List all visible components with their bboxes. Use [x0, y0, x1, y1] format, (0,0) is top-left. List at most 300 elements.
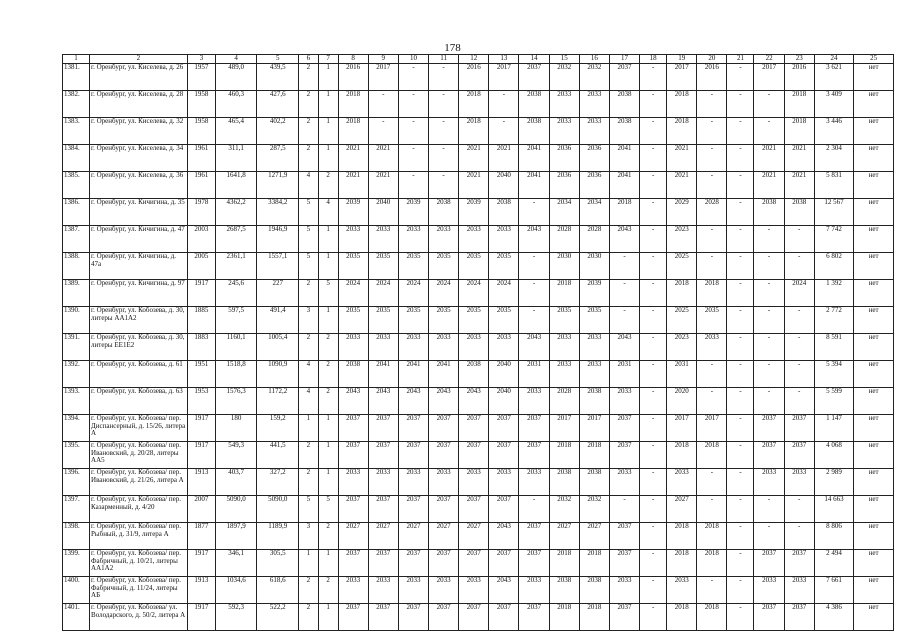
table-cell: 2018	[549, 550, 579, 577]
table-cell: 2037	[398, 442, 428, 469]
table-cell: 2043	[489, 577, 519, 604]
table-cell: 2021	[754, 172, 784, 199]
address-cell: г. Оренбург, ул. Кичигина, д. 35	[90, 199, 188, 226]
table-cell: 2018	[667, 523, 697, 550]
table-cell: нет	[854, 496, 894, 523]
column-header: 12	[459, 55, 489, 64]
table-cell: 2033	[549, 334, 579, 361]
table-cell: 2021	[667, 172, 697, 199]
table-cell: 5090,0	[257, 496, 299, 523]
row-number-cell: 1393.	[63, 388, 90, 415]
address-cell: г. Оренбург, ул. Кичигина, д. 47а	[90, 253, 188, 280]
table-cell: -	[754, 523, 784, 550]
table-cell: 2037	[754, 550, 784, 577]
table-cell: 2043	[338, 388, 368, 415]
table-cell: -	[697, 118, 727, 145]
table-cell: 2037	[398, 550, 428, 577]
table-row	[63, 64, 894, 91]
table-cell: 2038	[549, 469, 579, 496]
table-cell: 2033	[459, 226, 489, 253]
table-cell: 7 742	[814, 226, 854, 253]
table-cell: -	[697, 253, 727, 280]
table-cell: 2039	[398, 199, 428, 226]
table-cell: 287,5	[257, 145, 299, 172]
table-cell: 2041	[519, 172, 549, 199]
table-cell: 2027	[579, 523, 609, 550]
table-cell: -	[754, 226, 784, 253]
table-cell: 2037	[398, 604, 428, 631]
table-cell: 1271,9	[257, 172, 299, 199]
table-row	[63, 523, 894, 550]
table-cell: 2 304	[814, 145, 854, 172]
row-number-cell: 1394.	[63, 415, 90, 442]
table-cell: -	[784, 253, 814, 280]
table-cell: 3	[299, 523, 319, 550]
table-cell: 1	[299, 550, 319, 577]
table-cell: нет	[854, 442, 894, 469]
table-cell: 2034	[579, 199, 609, 226]
table-cell: 489,0	[215, 64, 257, 91]
table-cell: 2035	[697, 307, 727, 334]
table-cell: 2024	[429, 280, 459, 307]
table-cell: 2037	[609, 604, 639, 631]
table-cell: 1641,8	[215, 172, 257, 199]
table-cell: 2027	[398, 523, 428, 550]
table-cell: 1961	[187, 172, 215, 199]
table-cell: -	[429, 64, 459, 91]
table-cell: 2040	[489, 172, 519, 199]
table-cell: 2035	[368, 253, 398, 280]
table-cell: -	[784, 307, 814, 334]
table-cell: 1917	[187, 280, 215, 307]
table-cell: 2033	[398, 469, 428, 496]
table-cell: -	[640, 145, 667, 172]
table-cell: 1	[318, 442, 338, 469]
table-cell: -	[784, 523, 814, 550]
table-cell: 2033	[579, 118, 609, 145]
table-cell: 2037	[429, 496, 459, 523]
table-cell: 2033	[667, 469, 697, 496]
table-cell: 4	[299, 172, 319, 199]
address-cell: г. Оренбург, ул. Кобозева/ пер. Фабричный, д. 11/24, литеры АБ	[90, 577, 188, 604]
table-cell: 2	[299, 442, 319, 469]
address-cell: г. Оренбург, ул. Киселева, д. 26	[90, 64, 188, 91]
row-number-cell: 1396.	[63, 469, 90, 496]
table-cell: 2037	[338, 442, 368, 469]
table-cell: 2005	[187, 253, 215, 280]
table-cell: 2037	[519, 415, 549, 442]
table-cell: 491,4	[257, 307, 299, 334]
table-cell: 1917	[187, 442, 215, 469]
table-cell: 2018	[697, 604, 727, 631]
table-cell: -	[727, 388, 754, 415]
table-cell: -	[697, 577, 727, 604]
table-cell: 2033	[549, 91, 579, 118]
table-cell: -	[754, 334, 784, 361]
table-cell: 2018	[459, 118, 489, 145]
table-cell: 2018	[667, 91, 697, 118]
table-cell: 2018	[667, 118, 697, 145]
column-header: 7	[318, 55, 338, 64]
column-header: 5	[257, 55, 299, 64]
table-row	[63, 280, 894, 307]
table-cell: нет	[854, 415, 894, 442]
table-cell: 3 621	[814, 64, 854, 91]
table-cell: 2018	[667, 442, 697, 469]
table-cell: 2033	[784, 469, 814, 496]
table-cell: 2017	[579, 415, 609, 442]
table-cell: 2034	[549, 199, 579, 226]
table-cell: 2	[318, 361, 338, 388]
table-cell: 2037	[429, 604, 459, 631]
table-cell: 2038	[609, 118, 639, 145]
address-cell: г. Оренбург, ул. Кобозева, д. 30, литеры ЕЕ1Е2	[90, 334, 188, 361]
table-cell: 2033	[398, 577, 428, 604]
table-cell: 2039	[459, 199, 489, 226]
table-cell: -	[640, 253, 667, 280]
table-cell: 2041	[519, 145, 549, 172]
table-cell: -	[398, 64, 428, 91]
table-cell: -	[727, 469, 754, 496]
table-cell: 2037	[489, 442, 519, 469]
table-cell: 2038	[338, 361, 368, 388]
table-cell: 2 772	[814, 307, 854, 334]
table-cell: 2031	[667, 361, 697, 388]
table-cell: 5 394	[814, 361, 854, 388]
table-cell: 2018	[667, 604, 697, 631]
table-cell: 2023	[667, 334, 697, 361]
table-cell: нет	[854, 118, 894, 145]
table-cell: 597,5	[215, 307, 257, 334]
address-cell: г. Оренбург, ул. Кобозева/ пер. Ивановский, д. 21/26, литера А	[90, 469, 188, 496]
table-cell: 2037	[459, 415, 489, 442]
table-cell: 1	[318, 253, 338, 280]
table-cell: 2037	[489, 604, 519, 631]
table-row	[63, 361, 894, 388]
table-cell: 2016	[338, 64, 368, 91]
table-row	[63, 199, 894, 226]
table-cell: 2024	[338, 280, 368, 307]
table-cell: 2007	[187, 496, 215, 523]
table-cell: 3384,2	[257, 199, 299, 226]
table-cell: 460,3	[215, 91, 257, 118]
table-cell: -	[640, 91, 667, 118]
table-cell: 2037	[429, 550, 459, 577]
table-cell: 1897,9	[215, 523, 257, 550]
table-cell: 2033	[609, 577, 639, 604]
table-cell: 2037	[609, 442, 639, 469]
column-header: 15	[549, 55, 579, 64]
table-cell: 1557,1	[257, 253, 299, 280]
table-cell: 2037	[398, 415, 428, 442]
table-cell: 12 567	[814, 199, 854, 226]
table-cell: -	[784, 388, 814, 415]
table-cell: 2033	[368, 577, 398, 604]
table-cell: нет	[854, 334, 894, 361]
table-cell: 2018	[667, 550, 697, 577]
table-cell: -	[640, 280, 667, 307]
address-cell: г. Оренбург, ул. Кобозева, д. 30, литеры АА1А2	[90, 307, 188, 334]
table-cell: 2033	[784, 577, 814, 604]
table-cell: 2030	[549, 253, 579, 280]
column-header: 19	[667, 55, 697, 64]
table-cell: нет	[854, 604, 894, 631]
table-row	[63, 388, 894, 415]
table-cell: 439,5	[257, 64, 299, 91]
table-cell: 2035	[459, 253, 489, 280]
table-cell: 2021	[667, 145, 697, 172]
table-row	[63, 577, 894, 604]
table-cell: 2038	[459, 361, 489, 388]
table-cell: 2041	[609, 172, 639, 199]
table-cell: 2028	[549, 226, 579, 253]
table-cell: 2018	[579, 442, 609, 469]
row-number-cell: 1395.	[63, 442, 90, 469]
table-cell: 2038	[549, 577, 579, 604]
table-cell: нет	[854, 307, 894, 334]
table-cell: -	[697, 145, 727, 172]
table-cell: 2028	[697, 199, 727, 226]
table-cell: 2037	[754, 604, 784, 631]
table-cell: 2037	[368, 442, 398, 469]
table-cell: 2037	[519, 523, 549, 550]
table-cell: 2031	[609, 361, 639, 388]
table-cell: 2038	[754, 199, 784, 226]
table-cell: 311,1	[215, 145, 257, 172]
table-cell: 1189,9	[257, 523, 299, 550]
table-cell: 2017	[667, 64, 697, 91]
table-cell: 1	[318, 118, 338, 145]
table-cell: 2	[299, 118, 319, 145]
table-cell: 5090,0	[215, 496, 257, 523]
table-cell: -	[609, 496, 639, 523]
table-cell: 2038	[579, 577, 609, 604]
table-cell: 2037	[459, 442, 489, 469]
table-cell: -	[727, 523, 754, 550]
table-row	[63, 496, 894, 523]
table-cell: 2021	[784, 172, 814, 199]
table-cell: 2037	[784, 550, 814, 577]
address-cell: г. Оренбург, ул. Киселева, д. 34	[90, 145, 188, 172]
column-header: 22	[754, 55, 784, 64]
table-cell: 2033	[754, 577, 784, 604]
table-cell: 245,6	[215, 280, 257, 307]
table-cell: -	[727, 91, 754, 118]
column-header: 4	[215, 55, 257, 64]
table-cell: 2033	[579, 361, 609, 388]
table-cell: 2021	[338, 145, 368, 172]
address-cell: г. Оренбург, ул. Киселева, д. 36	[90, 172, 188, 199]
table-cell: -	[429, 145, 459, 172]
table-cell: 2018	[579, 604, 609, 631]
table-cell: 2687,5	[215, 226, 257, 253]
column-header: 13	[489, 55, 519, 64]
table-cell: 2041	[398, 361, 428, 388]
row-number-cell: 1382.	[63, 91, 90, 118]
address-cell: г. Оренбург, ул. Кобозева/ ул. Володарского, д. 50/2, литера А	[90, 604, 188, 631]
table-cell: 2024	[784, 280, 814, 307]
table-cell: 2033	[398, 226, 428, 253]
table-cell: 403,7	[215, 469, 257, 496]
table-cell: 522,2	[257, 604, 299, 631]
table-cell: нет	[854, 91, 894, 118]
table-cell: -	[754, 307, 784, 334]
table-cell: -	[727, 145, 754, 172]
table-cell: 2041	[368, 361, 398, 388]
table-cell: 2018	[338, 118, 368, 145]
table-cell: 180	[215, 415, 257, 442]
table-cell: 2035	[489, 253, 519, 280]
table-cell: нет	[854, 253, 894, 280]
table-cell: -	[727, 334, 754, 361]
table-cell: 465,4	[215, 118, 257, 145]
table-cell: -	[727, 199, 754, 226]
table-cell: 1034,6	[215, 577, 257, 604]
table-cell: 1160,1	[215, 334, 257, 361]
table-cell: 2035	[459, 307, 489, 334]
table-cell: 2035	[429, 307, 459, 334]
table-cell: 1917	[187, 550, 215, 577]
table-cell: нет	[854, 199, 894, 226]
table-cell: 159,2	[257, 415, 299, 442]
table-cell: -	[697, 361, 727, 388]
table-cell: 2033	[398, 334, 428, 361]
table-cell: 2033	[429, 577, 459, 604]
table-cell: -	[754, 91, 784, 118]
table-cell: 1	[318, 550, 338, 577]
table-cell: 2033	[697, 334, 727, 361]
column-header: 6	[299, 55, 319, 64]
table-cell: -	[429, 118, 459, 145]
table-cell: 2033	[368, 334, 398, 361]
table-cell: 2036	[579, 172, 609, 199]
row-number-cell: 1397.	[63, 496, 90, 523]
table-cell: 2033	[519, 388, 549, 415]
table-cell: 3 446	[814, 118, 854, 145]
table-cell: 2028	[549, 388, 579, 415]
table-cell: -	[727, 415, 754, 442]
table-cell: 1946,9	[257, 226, 299, 253]
row-number-cell: 1388.	[63, 253, 90, 280]
table-cell: 1 392	[814, 280, 854, 307]
table-cell: 2	[299, 280, 319, 307]
table-cell: -	[368, 91, 398, 118]
table-cell: -	[489, 118, 519, 145]
table-cell: 2018	[338, 91, 368, 118]
table-cell: 2018	[697, 442, 727, 469]
table-cell: 2037	[459, 550, 489, 577]
table-cell: 2021	[459, 172, 489, 199]
table-cell: 3 409	[814, 91, 854, 118]
table-row	[63, 307, 894, 334]
table-cell: нет	[854, 361, 894, 388]
table-cell: 2040	[489, 388, 519, 415]
table-cell: 2025	[667, 253, 697, 280]
table-cell: 618,6	[257, 577, 299, 604]
table-cell: 1	[318, 415, 338, 442]
table-cell: 2033	[549, 361, 579, 388]
table-cell: 2037	[609, 415, 639, 442]
table-cell: 2033	[338, 577, 368, 604]
table-cell: 1005,4	[257, 334, 299, 361]
table-cell: 2037	[338, 496, 368, 523]
table-cell: 2021	[754, 145, 784, 172]
address-cell: г. Оренбург, ул. Кобозева, д. 63	[90, 388, 188, 415]
address-cell: г. Оренбург, ул. Кобозева/ пер. Ивановский, д. 20/28, литеры АА5	[90, 442, 188, 469]
table-cell: 2032	[579, 496, 609, 523]
row-number-cell: 1381.	[63, 64, 90, 91]
table-cell: 1913	[187, 577, 215, 604]
table-cell: 2037	[754, 415, 784, 442]
table-cell: 2033	[549, 118, 579, 145]
table-cell: 2043	[429, 388, 459, 415]
table-cell: 2017	[368, 64, 398, 91]
row-number-cell: 1384.	[63, 145, 90, 172]
table-cell: -	[697, 469, 727, 496]
table-cell: 2037	[609, 523, 639, 550]
table-cell: 1953	[187, 388, 215, 415]
table-cell: 2033	[667, 577, 697, 604]
table-cell: 441,5	[257, 442, 299, 469]
table-cell: 1	[318, 91, 338, 118]
table-cell: 2035	[398, 253, 428, 280]
column-header: 2	[90, 55, 188, 64]
table-cell: -	[727, 550, 754, 577]
table-cell: 2016	[459, 64, 489, 91]
table-cell: 2023	[667, 226, 697, 253]
table-cell: 2030	[579, 253, 609, 280]
table-cell: 2037	[368, 415, 398, 442]
table-cell: 2021	[368, 172, 398, 199]
column-number-row	[63, 55, 894, 64]
table-cell: 1	[318, 604, 338, 631]
table-cell: 2035	[368, 307, 398, 334]
table-cell: -	[429, 91, 459, 118]
table-cell: 2039	[338, 199, 368, 226]
column-header: 8	[338, 55, 368, 64]
table-cell: 2018	[609, 199, 639, 226]
column-header: 17	[609, 55, 639, 64]
table-cell: -	[784, 226, 814, 253]
row-number-cell: 1389.	[63, 280, 90, 307]
table-cell: 2027	[338, 523, 368, 550]
table-cell: 2018	[697, 280, 727, 307]
table-cell: 2033	[459, 334, 489, 361]
table-cell: 2016	[784, 64, 814, 91]
column-header: 24	[814, 55, 854, 64]
table-cell: 2037	[609, 64, 639, 91]
table-cell: 2038	[579, 388, 609, 415]
table-cell: 2018	[459, 91, 489, 118]
table-cell: 2	[299, 604, 319, 631]
table-cell: -	[754, 280, 784, 307]
table-cell: 2	[318, 172, 338, 199]
table-cell: 2	[299, 469, 319, 496]
housing-register-table	[62, 54, 894, 631]
table-cell: нет	[854, 469, 894, 496]
table-cell: 2035	[549, 307, 579, 334]
table-cell: -	[697, 91, 727, 118]
table-cell: 5 831	[814, 172, 854, 199]
table-cell: -	[640, 64, 667, 91]
table-cell: 2025	[667, 307, 697, 334]
table-cell: 6 802	[814, 253, 854, 280]
table-row	[63, 604, 894, 631]
table-cell: -	[640, 226, 667, 253]
table-row	[63, 415, 894, 442]
table-cell: -	[519, 307, 549, 334]
table-row	[63, 172, 894, 199]
